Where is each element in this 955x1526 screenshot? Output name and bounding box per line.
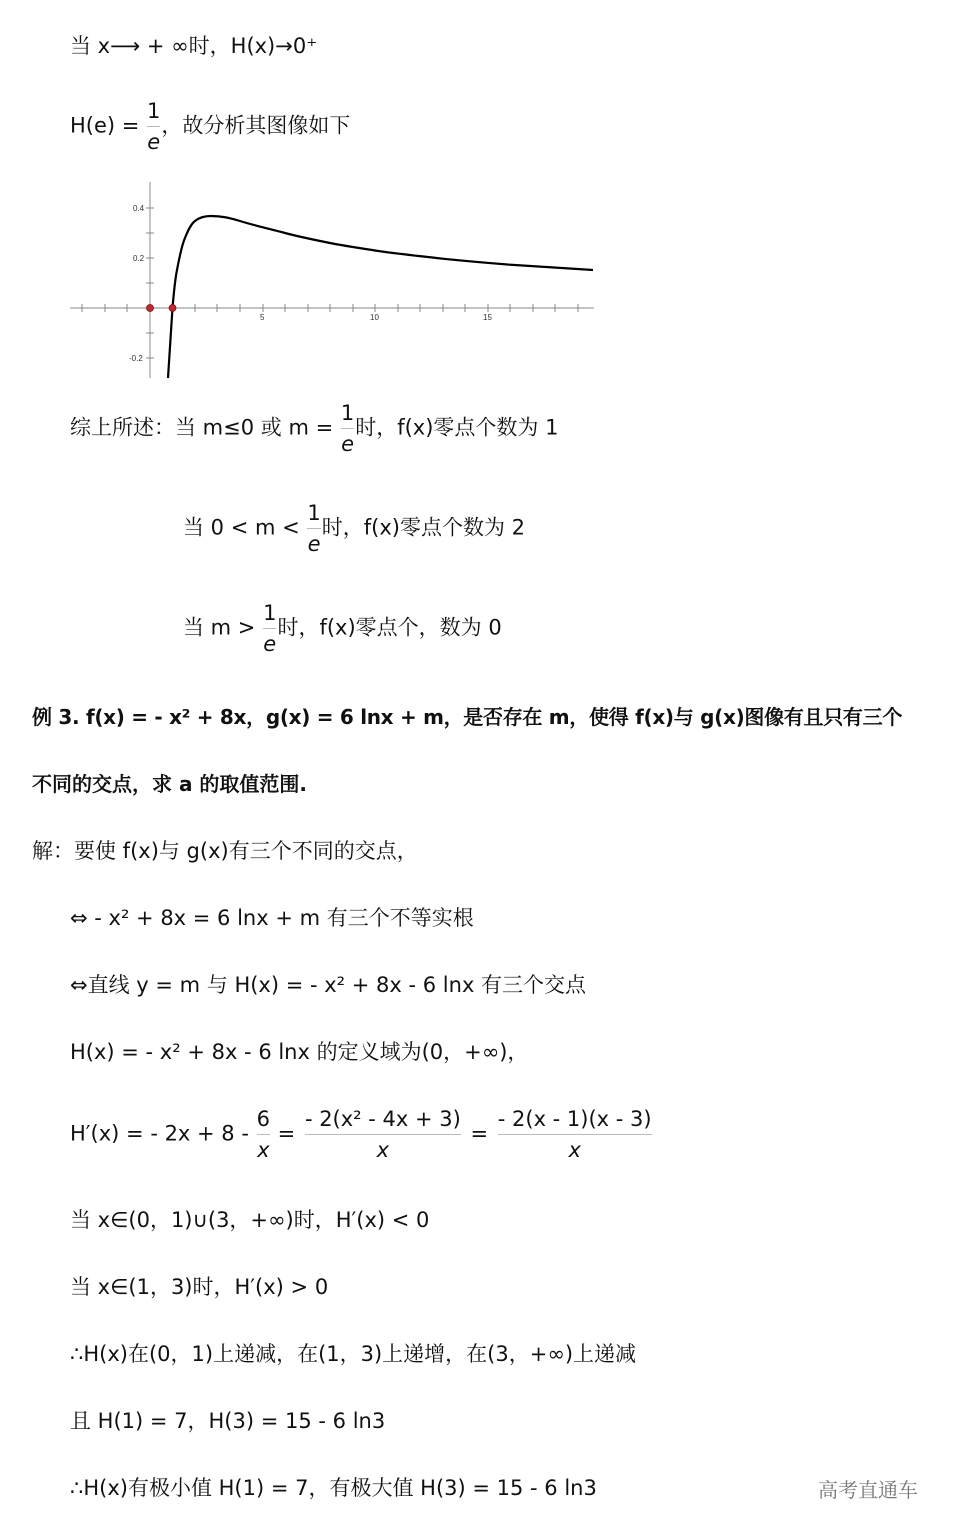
y-axis	[146, 182, 154, 378]
derivative-line: H′(x) = - 2x + 8 - $\frac{6}{x}$ = $\frac{\text{- 2(x² - 4x + 3)}}{x}$ = $\frac{- 2(x - 1)(x - 3)}{x}$	[70, 1104, 655, 1165]
fraction-6-over-x: $\frac{6}{x}$	[256, 1107, 270, 1162]
fraction-1-over-e: $\frac{1}{e}$	[307, 501, 321, 556]
fraction-1-over-e: $\frac{1}{e}$	[340, 401, 355, 456]
summary-line-1: 综上所述：当 m≤0 或 m = $\frac{1}{e}$ 时，f(x)零点个数为 1	[70, 398, 558, 459]
x-tick-label: 5	[260, 313, 265, 322]
solution-line-3: ⇔直线 y = m 与 H(x) = - x² + 8x - 6 lnx 有三个交点	[70, 973, 587, 997]
fraction-1-over-e: $\frac{1}{e}$	[147, 99, 161, 154]
example-3-heading-cont: 不同的交点，求 a 的取值范围.	[32, 772, 308, 796]
h-of-e-suffix: ，故分析其图像如下	[161, 113, 351, 138]
solution-line-7: 当 x∈(1，3)时，H′(x) > 0	[70, 1275, 329, 1299]
fraction-expanded: $\frac{\text{- 2(x² - 4x + 3)}}{x}$	[304, 1107, 461, 1162]
solution-line-10: ∴H(x)有极小值 H(1) = 7，有极大值 H(3) = 15 - 6 ln3	[70, 1476, 597, 1500]
solution-line-1: 解：要使 f(x)与 g(x)有三个不同的交点，	[32, 839, 418, 863]
solution-line-4: H(x) = - x² + 8x - 6 lnx 的定义域为(0，+∞)，	[70, 1040, 529, 1064]
x-tick-label: 15	[483, 313, 492, 322]
summary-line-2: 当 0 < m < $\frac{1}{e}$ 时，f(x)零点个数为 2	[183, 498, 525, 559]
y-tick-label: 0.4	[133, 204, 145, 213]
function-curve	[168, 216, 593, 378]
solution-line-9: 且 H(1) = 7，H(3) = 15 - 6 ln3	[70, 1409, 386, 1433]
point-origin	[147, 305, 154, 312]
solution-line-8: ∴H(x)在(0，1)上递减，在(1，3)上递增，在(3，+∞)上递减	[70, 1342, 637, 1366]
solution-line-6: 当 x∈(0，1)∪(3，+∞)时，H′(x) < 0	[70, 1208, 430, 1232]
y-tick-label: -0.2	[129, 354, 143, 363]
example-3-heading: 例 3. f(x) = - x² + 8x，g(x) = 6 lnx + m，是否存在 m，使得 f(x)与 g(x)图像有且只有三个	[32, 705, 903, 729]
text-line-limit: 当 x⟶ + ∞时，H(x)→0⁺	[70, 34, 318, 58]
solution-line-2: ⇔ - x² + 8x = 6 lnx + m 有三个不等实根	[70, 906, 474, 930]
watermark: 高考直通车	[818, 1478, 918, 1502]
fraction-factored: $\frac{- 2(x - 1)(x - 3)}{x}$	[497, 1107, 652, 1162]
summary-line-3: 当 m > $\frac{1}{e}$ 时，f(x)零点个，数为 0	[183, 598, 502, 659]
y-tick-label: 0.2	[133, 254, 145, 263]
h-of-e-label: H(e) =	[70, 113, 147, 138]
fraction-1-over-e: $\frac{1}{e}$	[263, 601, 277, 656]
x-tick-label: 10	[370, 313, 379, 322]
function-graph	[0, 0, 955, 400]
point-zero-x1	[169, 305, 176, 312]
